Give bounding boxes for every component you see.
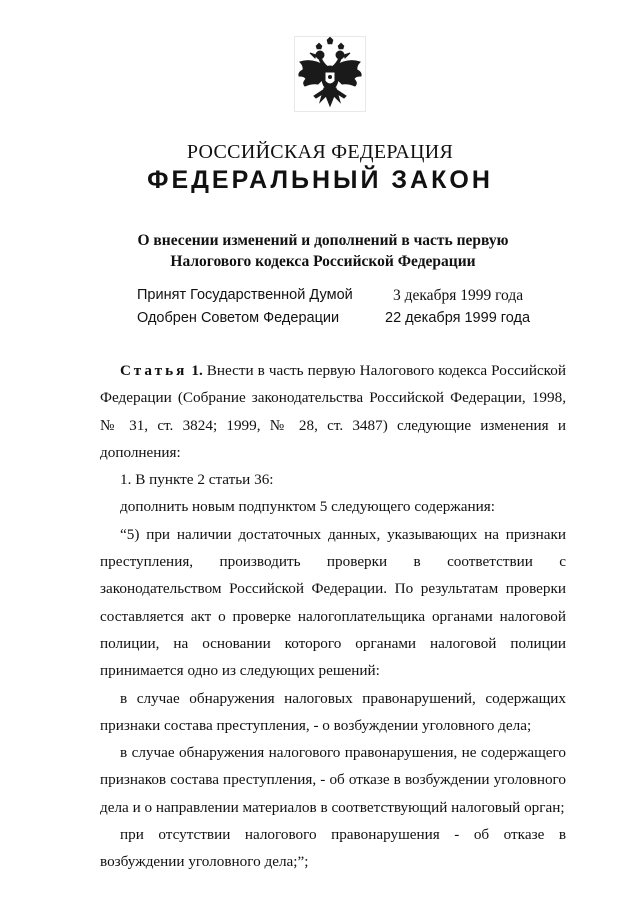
- council-date: 22 декабря 1999 года: [385, 310, 531, 326]
- adoption-row-council: [137, 307, 557, 330]
- duma-date: 3 декабря 1999 года: [393, 287, 524, 304]
- article-label: Статья: [120, 362, 188, 379]
- article-body: [100, 357, 566, 876]
- law-subject: [0, 230, 640, 272]
- double-headed-eagle-emblem-icon: [294, 36, 366, 112]
- law-type-heading: ФЕДЕРАЛЬНЫЙ ЗАКОН: [147, 166, 493, 194]
- council-label: Одобрен Советом Федерации: [137, 310, 340, 326]
- country-heading: РОССИЙСКАЯ ФЕДЕРАЦИЯ: [186, 141, 454, 163]
- article-paragraph: дополнить новым подпунктом 5 следующего содержания:: [120, 498, 495, 516]
- article-paragraph: в случае обнаружения налоговых правонарушений, содержащих признаки состава преступления, - о возбуждении уголовного дела;: [100, 689, 566, 734]
- law-subject-line-2: Налогового кодекса Российской Федерации: [170, 253, 476, 270]
- adoption-row-duma: [137, 284, 557, 307]
- duma-label: Принят Государственной Думой: [137, 287, 353, 303]
- article-paragraph: при отсутствии налогового правонарушения - об отказе в возбуждении уголовного дела;”;: [100, 826, 566, 871]
- article-intro-paragraph: [100, 357, 566, 466]
- article-paragraph: “5) при наличии достаточных данных, указывающих на признаки преступления, производить проверки в соответствии с законодательством Российской Федерации. По результатам проверки составляется акт о проверке налогоплательщика органами налоговой полиции, на основании которого органами налоговой полиции принимается одно из следующих решений:: [100, 525, 566, 680]
- adoption-info: [137, 284, 557, 330]
- law-subject-line-1: О внесении изменений и дополнений в часть первую: [137, 232, 509, 249]
- article-paragraph: 1. В пункте 2 статьи 36:: [120, 471, 274, 489]
- article-number: 1.: [191, 362, 203, 379]
- article-paragraph: в случае обнаружения налогового правонарушения, не содержащего признаков состава преступления, - об отказе в возбуждении уголовного дела и о направлении материалов в соответствующий налоговый орган;: [100, 744, 566, 816]
- article-intro-text: Внести в часть первую Налогового кодекса Российской Федерации (Собрание законодательства Российской Федерации, 1998, № 31, ст. 3824; 1999, № 28, ст. 3487) следующие изменения и дополнения:: [100, 362, 567, 461]
